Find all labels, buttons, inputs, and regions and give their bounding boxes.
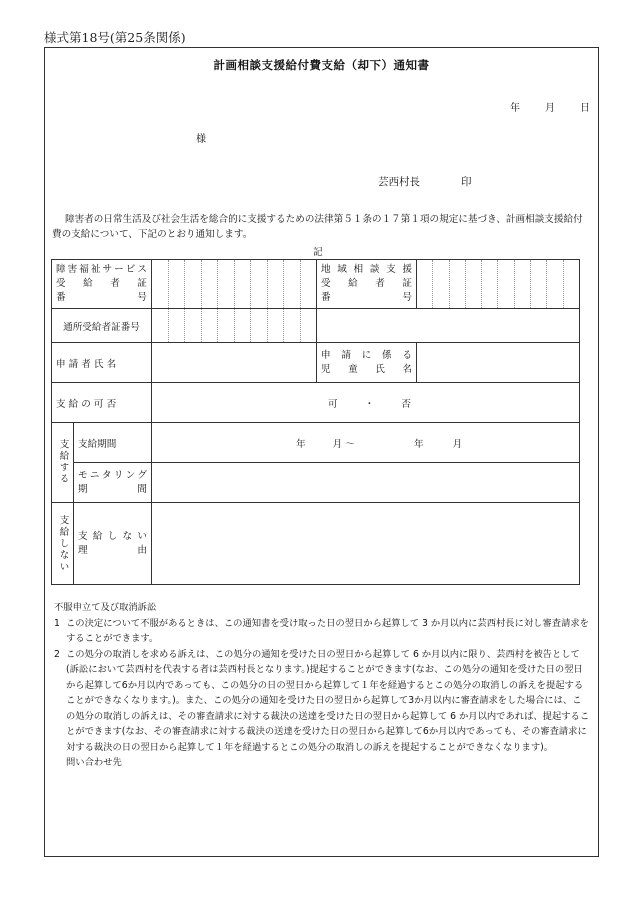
- appeal-section: [54, 600, 590, 771]
- child-name-field[interactable]: [417, 343, 580, 383]
- contact-label: 問い合わせ先: [66, 757, 122, 768]
- recipient-cert-label: 障害福祉サービス 受 給 者 証 番 号: [52, 260, 152, 309]
- addressee-suffix: 様: [196, 134, 206, 145]
- date-month: 月: [545, 103, 555, 114]
- period-label: 支給期間: [74, 423, 152, 463]
- monitoring-field[interactable]: [152, 463, 580, 503]
- child-name-label: 申 請 に 係 る 児 童 氏 名: [317, 343, 417, 383]
- table-row: [52, 503, 580, 585]
- period-field[interactable]: 年 月 〜 年 月: [152, 423, 580, 463]
- applicant-name-field[interactable]: [152, 343, 317, 383]
- approval-options[interactable]: [152, 383, 580, 423]
- table-row: [52, 463, 580, 503]
- no-grant-reason-field[interactable]: [152, 503, 580, 585]
- date-day: 日: [580, 103, 590, 114]
- regional-cert-label: 地 域 相 談 支 援 受 給 者 証 番 号: [317, 260, 417, 309]
- monitoring-label: モニタリング 期 間: [74, 463, 152, 503]
- notice-table: [51, 259, 580, 585]
- appeal-heading: 不服申立て及び取消訴訟: [54, 602, 157, 613]
- issuer-name: 芸西村長: [378, 176, 420, 188]
- grant-group-label: 支給する: [52, 423, 74, 503]
- commuter-cert-label: 通所受給者証番号: [52, 309, 152, 343]
- table-row: [52, 423, 580, 463]
- appeal-item: 1 この決定について不服があるときは、この通知書を受け取った日の翌日から起算して 3 か月以内に芸西村長に対し審査請求をすることができます。: [54, 617, 589, 644]
- approval-no[interactable]: 否: [401, 398, 411, 410]
- no-grant-reason-label: 支 給 し な い 理 由: [74, 503, 152, 585]
- table-row: [52, 343, 580, 383]
- ki-heading: 記: [313, 247, 323, 258]
- appeal-item: 2 この処分の取消しを求める訴えは、この処分の通知を受けた日の翌日から起算して 6 か月以内に限り、芸西村を被告として(訴訟において芸西村を代表する者は芸西村長となります。)提起することができます(なお、この処分の通知を受けた日の翌日から起算して6か月以内であっても、この処分の日の翌日から起算して１年を経過するとこの処分の取消しの訴えを提起することができなくなります。)。また、この処分の通知を受けた日の翌日から起算して3か月以内に審査請求をした場合には、この処分の取消しの訴えは、その審査請求に対する裁決の送達を受けた日の翌日から起算して 6 か月以内であれば、提起することができます(なお、その審査請求に対する裁決の送達を受けた日の翌日から起算して6か月以内であっても、その審査請求に対する裁決の日の翌日から起算して１年を経過するとこの処分の取消しの訴えを提起することができなくなります)。: [54, 648, 590, 753]
- form-number: 様式第18号(第25条関係): [44, 30, 186, 45]
- commuter-cert-number-boxes[interactable]: [152, 309, 317, 343]
- approval-label: 支 給 の 可 否: [52, 383, 152, 423]
- applicant-name-label: 申 請 者 氏 名: [52, 343, 152, 383]
- date-year: 年: [510, 103, 520, 114]
- approval-yes[interactable]: 可: [328, 398, 338, 410]
- commuter-cert-blank: [317, 309, 580, 343]
- table-row: [52, 383, 580, 423]
- no-grant-group-label: 支給しない: [52, 503, 74, 585]
- regional-cert-number-boxes[interactable]: [417, 260, 580, 309]
- document-title: 計画相談支援給付費支給（却下）通知書: [213, 58, 430, 72]
- table-row: [52, 309, 580, 343]
- notice-body-text: 障害者の日常生活及び社会生活を総合的に支援するための法律第５１条の１７第１項の規定に基づき、計画相談支援給付費の支給について、下記のとおり通知します。: [52, 214, 583, 240]
- table-row: [52, 260, 580, 309]
- seal-mark: 印: [461, 176, 472, 188]
- approval-separator: ・: [364, 398, 375, 410]
- recipient-cert-number-boxes[interactable]: [152, 260, 317, 309]
